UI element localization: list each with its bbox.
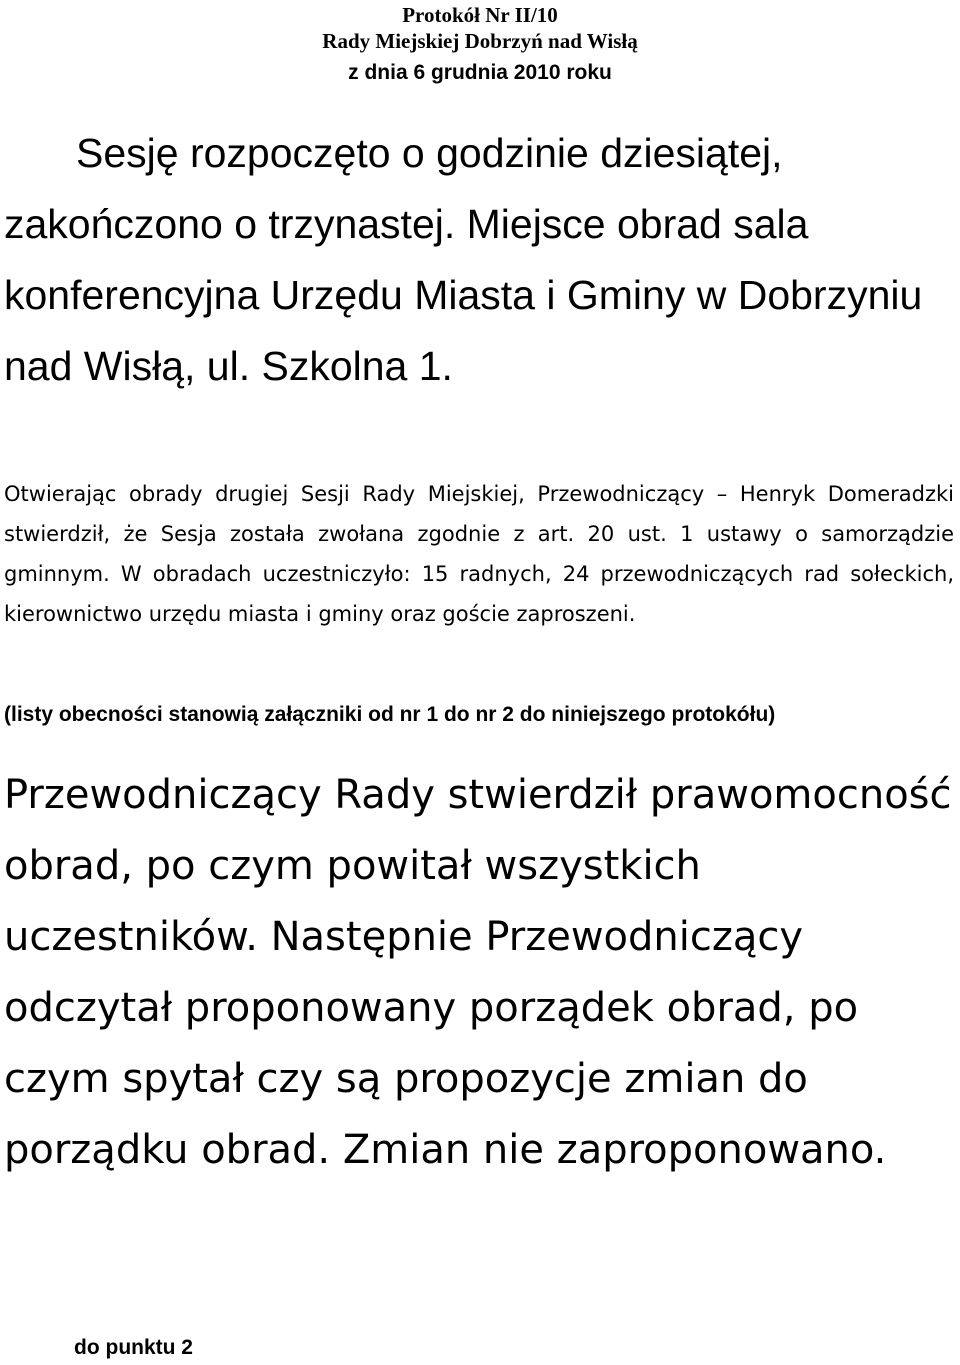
protocol-date: z dnia 6 grudnia 2010 roku [348, 61, 612, 84]
council-name: Rady Miejskiej Dobrzyń nad Wisłą [322, 29, 638, 53]
protocol-title: Protokół Nr II/10 [402, 3, 558, 27]
chairman-paragraph: Przewodniczący Rady stwierdził prawomocność obrad, po czym powitał wszystkich uczestników. Następnie Przewodniczący odczytał proponowany porządek obrad, po czym spytał czy są propozycje zmian do porządku obrad. Zmian nie zaproponowano. [4, 772, 952, 1173]
opening-paragraph: Otwierając obrady drugiej Sesji Rady Miejskiej, Przewodniczący – Henryk Domeradzki stwierdził, że Sesja została zwołana zgodnie z art. 20 ust. 1 ustawy o samorządzie gminnym. W obradach uczestniczyło: 15 radnych, 24 przewodniczących rad sołeckich, kierownictwo urzędu miasta i gminy oraz goście zaproszeni. [4, 482, 954, 626]
attendance-note: (listy obecności stanowią załączniki od nr 1 do nr 2 do niniejszego protokółu) [4, 703, 776, 726]
section-heading: do punktu 2 [74, 1336, 193, 1359]
session-paragraph: Sesję rozpoczęto o godzinie dziesiątej, zakończono o trzynastej. Miejsce obrad sala konferencyjna Urzędu Miasta i Gminy w Dobrzyniu nad Wisłą, ul. Szkolna 1. [4, 130, 923, 389]
